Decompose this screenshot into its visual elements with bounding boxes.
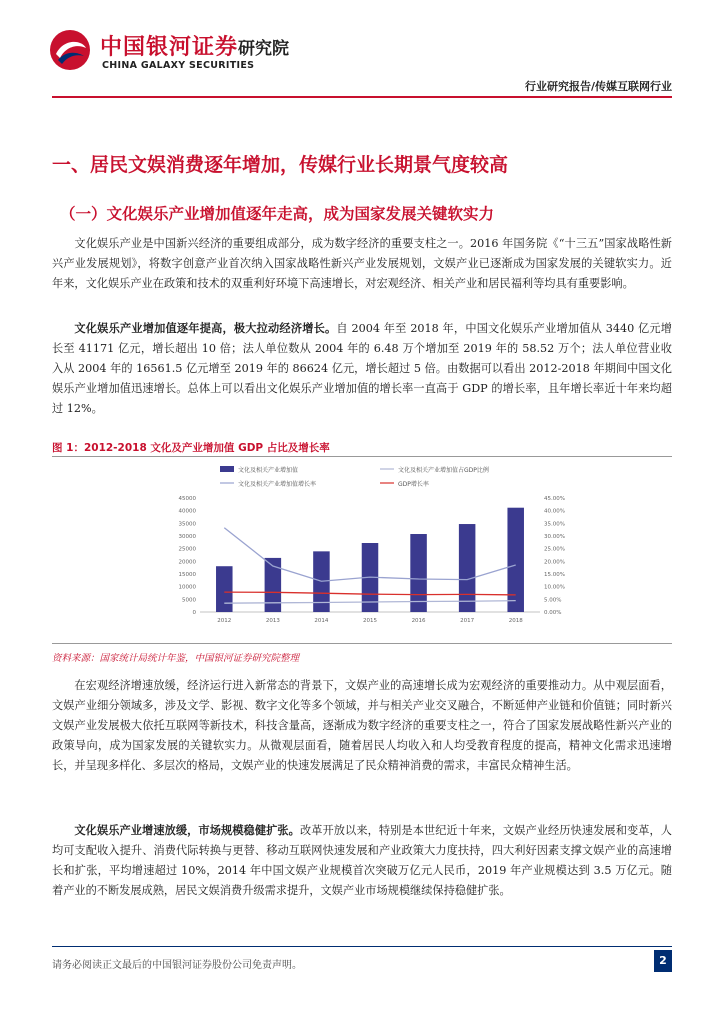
legend-swatch [220, 466, 234, 472]
y-left-tick-label: 15000 [178, 572, 196, 578]
legend-label: 文化及相关产业增加值占GDP比例 [398, 467, 489, 474]
chart [160, 462, 580, 637]
paragraph-2-lead: 文化娱乐产业增加值逐年提高，极大拉动经济增长。 [74, 321, 337, 335]
y-right-tick-label: 40.00% [544, 508, 565, 515]
report-type: 行业研究报告/传媒互联网行业 [524, 80, 672, 93]
figure-source: 资料来源：国家统计局统计年鉴，中国银河证券研究院整理 [52, 653, 300, 664]
paragraph-1: 文化娱乐产业是中国新兴经济的重要组成部分，成为数字经济的重要支柱之一。2016 年国务院《“十三五”国家战略性新兴产业发展规划》，将数字创意产业首次纳入国家战略性新兴产业发展规划，文娱产业已逐渐成为国家发展的关键软实力。近年来，文化娱乐产业在政策和技术的双重利好环境下高速增长，对宏观经济、相关产业和居民福利等均具有重要影响。 [52, 237, 672, 290]
y-right-tick-label: 25.00% [544, 546, 565, 553]
figure-bottom-rule [52, 643, 672, 644]
figure-top-rule [52, 456, 672, 457]
y-left-tick-label: 10000 [178, 584, 196, 591]
y-right-tick-label: 45.00% [544, 496, 565, 502]
y-right-tick-label: 35.00% [544, 521, 565, 528]
bar [216, 566, 233, 612]
y-left-tick-label: 35000 [178, 521, 196, 528]
logo-institute: 研究院 [238, 39, 289, 59]
legend-label: 文化及相关产业增加值增长率 [238, 481, 317, 488]
x-tick-label: 2015 [363, 618, 377, 624]
page-number: 2 [654, 950, 672, 972]
figure-title: 图 1：2012-2018 文化及产业增加值 GDP 占比及增长率 [52, 442, 330, 454]
footer-disclaimer: 请务必阅读正文最后的中国银河证券股份公司免责声明。 [52, 960, 302, 971]
x-tick-label: 2016 [411, 618, 426, 624]
x-tick-label: 2012 [217, 618, 232, 624]
y-right-tick-label: 0.00% [544, 610, 562, 616]
y-right-tick-label: 20.00% [544, 559, 565, 566]
y-right-tick-label: 10.00% [544, 584, 565, 591]
paragraph-2-body: 自 2004 年至 2018 年，中国文化娱乐产业增加值从 3440 亿元增长至 41171 亿元，增长超出 10 倍；法人单位数从 2004 年的 6.48 万个增加至 2019 年的 58.52 万个；法人单位营业收入从 2004 年的 16561.5 亿元增至 2019 年的 86624 亿元，增长超过 5 倍。由数据可以看出 2012-2018 年期间中国文化娱乐产业增加值迅速增长。总体上可以看出文化娱乐产业增加值的增长率一直高于 GDP 的增长率，且年增长率近十年来均超过 12%。 [52, 322, 672, 415]
section-title: 一、居民文娱消费逐年增加，传媒行业长期景气度较高 [52, 154, 509, 176]
y-right-tick-label: 30.00% [544, 534, 565, 540]
bar [507, 508, 524, 612]
logo-chinese-name: 中国银河证券 [100, 35, 239, 60]
header-divider [52, 96, 672, 98]
bar [459, 524, 476, 612]
bar [410, 534, 427, 612]
x-tick-label: 2018 [508, 618, 523, 624]
galaxy-logo-icon [48, 28, 92, 72]
logo-english-name: CHINA GALAXY SECURITIES [102, 60, 255, 71]
legend-label: GDP增长率 [398, 481, 429, 488]
paragraph-4-body: 改革开放以来，特别是本世纪近十年来，文娱产业经历快速发展和变革，人均可支配收入提升、消费代际转换与更替、移动互联网快速发展和产业政策大力度扶持，四大利好因素支撑文娱产业的高速增长和扩张，平均增速超过 10%，2014 年中国文娱产业规模首次突破万亿元人民币，2019 年产业规模达到 3.5 万亿元。随着产业的不断发展成熟，居民文娱消费升级需求提升，文娱产业市场规模继续保持稳健扩张。 [52, 824, 672, 897]
paragraph-4 [52, 820, 672, 901]
y-left-tick-label: 30000 [178, 534, 196, 540]
y-right-tick-label: 15.00% [544, 572, 565, 578]
legend-label: 文化及相关产业增加值 [238, 467, 299, 474]
paragraph-3: 在宏观经济增速放缓，经济运行进入新常态的背景下，文娱产业的高速增长成为宏观经济的重要推动力。从中观层面看，文娱产业细分领域多，涉及文学、影视、数字文化等多个领域，并与相关产业交叉融合，不断延伸产业链和价值链；同时新兴文娱产业发展极大依托互联网等新技术，科技含量高，逐渐成为数字经济的重要支柱之一，符合了国家发展战略性新兴产业的政策导向，成为国家发展的关键软实力。从微观层面看，随着居民人均收入和人均受教育程度的提高，精神文化需求迅速增长，并呈现多样化、多层次的格局，文娱产业的快速发展满足了民众精神消费的需求，丰富民众精神生活。 [52, 679, 672, 772]
x-tick-label: 2013 [265, 618, 280, 624]
paragraph-4-lead: 文化娱乐产业增速放缓，市场规模稳健扩张。 [74, 823, 300, 837]
y-left-tick-label: 0 [192, 610, 196, 616]
y-left-tick-label: 45000 [178, 496, 196, 502]
x-tick-label: 2017 [460, 618, 475, 624]
y-left-tick-label: 5000 [182, 597, 196, 604]
y-left-tick-label: 25000 [178, 546, 196, 553]
y-left-tick-label: 40000 [178, 508, 196, 515]
subsection-title: （一）文化娱乐产业增加值逐年走高，成为国家发展关键软实力 [60, 205, 495, 223]
y-right-tick-label: 5.00% [544, 597, 562, 604]
y-left-tick-label: 20000 [178, 559, 196, 566]
footer-divider [52, 946, 672, 947]
paragraph-2 [52, 318, 672, 419]
x-tick-label: 2014 [314, 618, 329, 624]
